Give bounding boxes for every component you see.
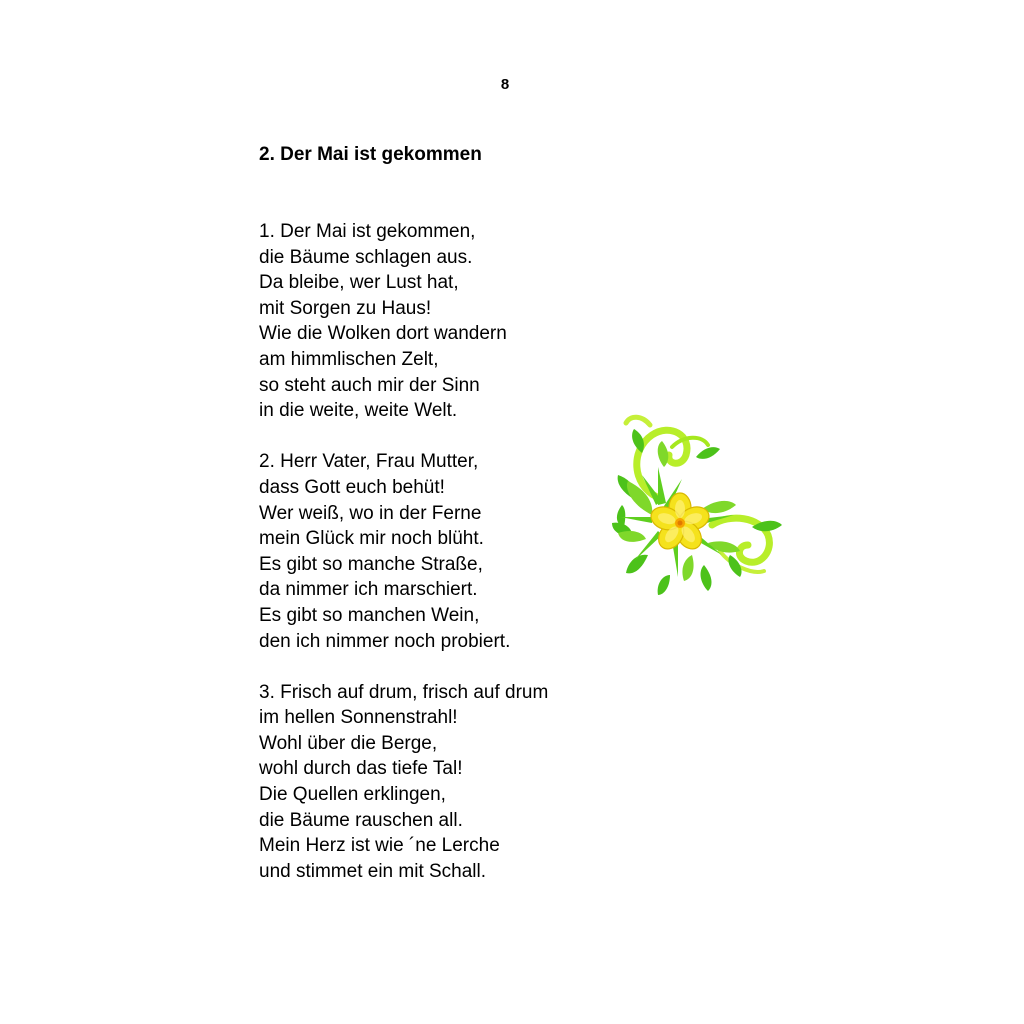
verse-3 <box>259 680 619 885</box>
verse-line: die Bäume rauschen all. <box>259 809 463 831</box>
verse-line: Wohl über die Berge, <box>259 732 438 754</box>
verse-line: den ich nimmer noch probiert. <box>259 630 511 652</box>
verse-line: da nimmer ich marschiert. <box>259 579 478 601</box>
verse-line: Mein Herz ist wie ´ne Lerche <box>259 835 500 857</box>
page-number: 8 <box>500 76 510 93</box>
song-title: 2. Der Mai ist gekommen <box>259 144 482 165</box>
verse-2 <box>259 449 619 654</box>
verse-line: am himmlischen Zelt, <box>259 348 439 370</box>
song-verses <box>259 219 619 910</box>
verse-line: 3. Frisch auf drum, frisch auf drum <box>259 681 549 703</box>
verse-line: Es gibt so manchen Wein, <box>259 604 480 626</box>
verse-line: im hellen Sonnenstrahl! <box>259 707 458 729</box>
verse-line: so steht auch mir der Sinn <box>259 374 480 396</box>
verse-line: Wer weiß, wo in der Ferne <box>259 502 482 524</box>
verse-line: Die Quellen erklingen, <box>259 784 446 806</box>
verse-line: mit Sorgen zu Haus! <box>259 297 432 319</box>
verse-line: Wie die Wolken dort wandern <box>259 323 507 345</box>
verse-line: 1. Der Mai ist gekommen, <box>259 221 476 242</box>
verse-line: mein Glück mir noch blüht. <box>259 528 484 550</box>
yellow-flower-ornament-icon <box>612 405 782 600</box>
verse-line: 2. Herr Vater, Frau Mutter, <box>259 451 479 473</box>
verse-line: und stimmet ein mit Schall. <box>259 860 487 882</box>
verse-line: die Bäume schlagen aus. <box>259 246 473 268</box>
verse-line: wohl durch das tiefe Tal! <box>259 758 463 780</box>
verse-line: dass Gott euch behüt! <box>259 476 445 498</box>
verse-1 <box>259 219 619 424</box>
verse-line: Da bleibe, wer Lust hat, <box>259 272 459 294</box>
verse-line: Es gibt so manche Straße, <box>259 553 483 575</box>
verse-line: in die weite, weite Welt. <box>259 400 458 422</box>
